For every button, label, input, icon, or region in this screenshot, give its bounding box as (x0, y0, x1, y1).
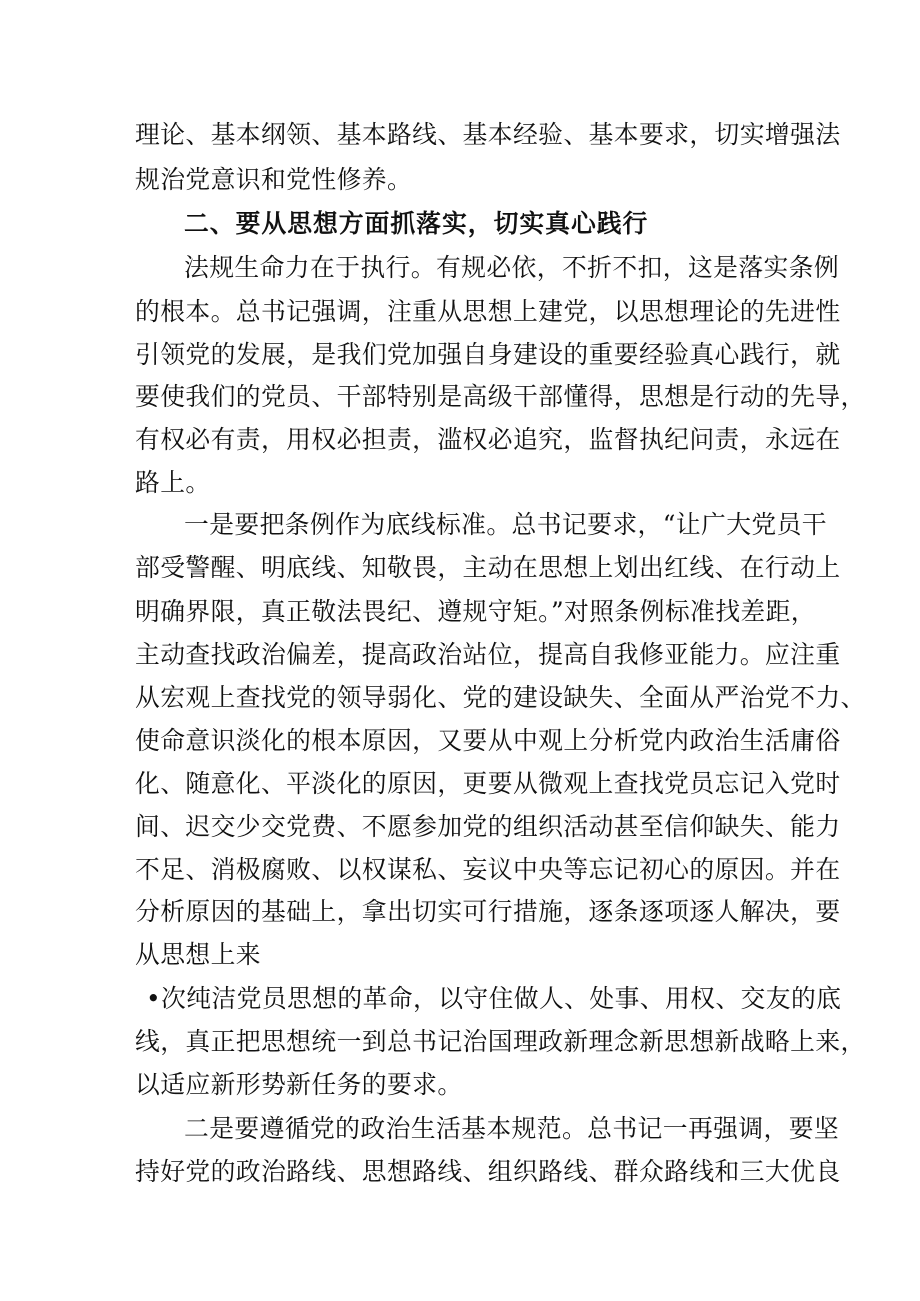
text-line: 持好党的政治路线、思想路线、组织路线、群众路线和三大优良 (135, 1157, 841, 1186)
text-line: 二是要遵循党的政治生活基本规范。总书记一再强调，要坚 (184, 1114, 840, 1143)
text-line: 一是要把条例作为底线标准。总书记要求，“让广大党员干 (184, 510, 828, 539)
text-line: 有权必有责，用权必担责，滥权必追究，监督执纪问责，永远在 (135, 425, 841, 454)
text-line: 线，真正把思想统一到总书记治国理政新理念新思想新战略上来， (135, 1027, 866, 1056)
text-line: 要使我们的党员、干部特别是高级干部懂得，思想是行动的先导， (135, 382, 866, 411)
text-line: 主动查找政治偏差，提高政治站位，提高自我修亚能力。应注重 (135, 640, 841, 669)
text-line: 间、迟交少交党费、不愿参加党的组织活动甚至信仰缺失、能力 (135, 812, 841, 841)
text-line: 化、随意化、平淡化的原因，更要从微观上查找党员忘记入党时 (135, 769, 841, 798)
text-line: 从思想上来 (135, 940, 261, 969)
text-line: 的根本。总书记强调，注重从思想上建党，以思想理论的先进性 (135, 297, 841, 326)
text-line: 路上。 (135, 468, 211, 497)
section-heading: 二、要从思想方面抓落实，切实真心践行 (184, 209, 649, 238)
text-line: 规治党意识和党性修养。 (135, 165, 413, 194)
text-line: 不足、消极腐败、以权谋私、妄议中央等忘记初心的原因。并在 (135, 855, 841, 884)
text-line: 从宏观上查找党的领导弱化、党的建设缺失、全面从严治党不力、 (135, 683, 866, 712)
text-line: 理论、基本纲领、基本路线、基本经验、基本要求，切实增强法 (135, 120, 841, 149)
text-line: 以适应新形势新任务的要求。 (135, 1070, 463, 1099)
text-line: 明确界限，真正敬法畏纪、遵规守矩。”对照条例标准找差距， (135, 597, 816, 626)
text-line: 部受警醒、明底线、知敬畏，主动在思想上划出红线、在行动上 (135, 553, 841, 582)
text-line: 分析原因的基础上，拿出切实可行措施，逐条逐项逐人解决，要 (135, 897, 841, 926)
bullet-line: •次纯洁党员思想的革命，以守住做人、处事、用权、交友的底 (146, 984, 842, 1013)
text-line: 使命意识淡化的根本原因，又要从中观上分析党内政治生活庸俗 (135, 726, 841, 755)
text-line: 引领党的发展，是我们党加强自身建设的重要经验真心践行，就 (135, 340, 841, 369)
text-line: 法规生命力在于执行。有规必依，不折不扣，这是落实条例 (184, 253, 840, 282)
